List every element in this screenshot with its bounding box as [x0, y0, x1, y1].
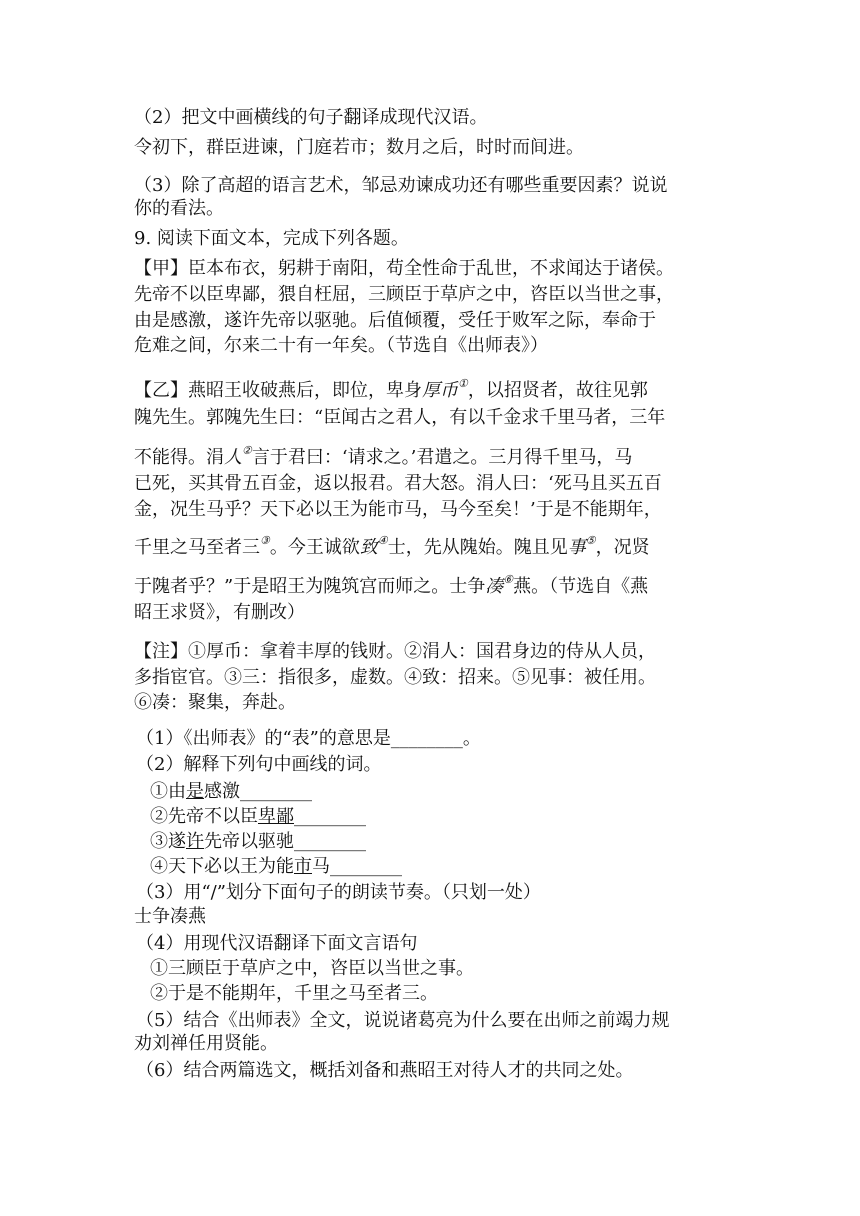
yi-text: ，况贤: [595, 537, 650, 558]
footnote-marker: ⑤: [585, 534, 596, 547]
jia-line-4: 危难之间，尔来二十有一年矣。（节选自《出师表》）: [134, 335, 548, 356]
sub-question-3: （3）用“/”划分下面句子的朗读节奏。（只划一处）: [136, 882, 541, 903]
yi-text: 燕。（节选自《燕: [513, 576, 649, 597]
sub-question-1: （1）《出师表》的“表”的意思是________。: [136, 728, 481, 749]
yi-line-6: [134, 534, 650, 559]
sub2-item-4: [150, 856, 402, 878]
sub3-sentence: 士争凑燕: [134, 906, 206, 927]
yi-text: 。今王诚欲: [269, 537, 360, 558]
annotated-word: 厚币: [422, 380, 458, 401]
annotated-word: 人: [224, 447, 242, 468]
item-text: 感激________: [204, 781, 312, 802]
note-line-1: 【注】①厚币：拿着丰厚的钱财。②涓人：国君身边的侍从人员，: [134, 641, 656, 662]
item-text: 先帝以驱驰________: [204, 831, 366, 852]
yi-text: 于隗者乎？”于是昭王为隗筑宫而师之。士争: [134, 576, 486, 597]
sub-question-5-line2: 劝刘禅任用贤能。: [134, 1033, 278, 1054]
jia-line-3: 由是感激，遂许先帝以驱驰。后值倾覆，受任于败军之际，奉命于: [134, 310, 656, 331]
yi-line-1: [134, 377, 648, 402]
sub-question-6: （6）结合两篇选文，概括刘备和燕昭王对待人才的共同之处。: [136, 1060, 634, 1081]
yi-line-8: 昭王求贤》，有删改）: [134, 602, 305, 623]
sub-question-2: （2）解释下列句中画线的词。: [136, 754, 382, 775]
q9-heading: 9. 阅读下面文本，完成下列各题。: [134, 228, 409, 249]
underlined-word: 是: [186, 781, 204, 802]
yi-text: 【乙】燕昭王收破燕后，即位，卑身: [134, 380, 422, 401]
item-text: ________: [294, 806, 366, 827]
item-text: ④天下必以王为能: [150, 856, 294, 877]
sub2-item-3: [150, 831, 366, 853]
sub4-item-1: ①三顾臣于草庐之中，咨臣以当世之事。: [150, 958, 474, 979]
annotated-word: 凑: [485, 576, 504, 597]
q8-sub2-sentence: 令初下，群臣进谏，门庭若市；数月之后，时时而间进。: [134, 137, 584, 158]
item-text: 马________: [312, 856, 402, 877]
sub-question-5-line1: （5）结合《出师表》全文，说说诸葛亮为什么要在出师之前竭力规: [136, 1010, 670, 1031]
yi-text: ，以招贤者，故往见郭: [467, 380, 648, 401]
yi-text: 千里之马至者三: [134, 537, 260, 558]
yi-line-5: 金，况生马乎？天下必以王为能市马，马今至矣！’于是不能期年，: [134, 499, 662, 520]
sub4-item-2: ②于是不能期年，千里之马至者三。: [150, 983, 438, 1004]
yi-line-7: [134, 573, 649, 598]
sub2-item-1: [150, 781, 312, 803]
jia-line-2: 先帝不以臣卑鄙，猥自枉屈，三顾臣于草庐之中，咨臣以当世之事，: [134, 284, 674, 305]
note-line-2: 多指宦官。③三：指很多，虚数。④致：招来。⑤见事：被任用。: [134, 667, 656, 688]
note-line-3: ⑥凑：聚集，奔赴。: [134, 692, 296, 713]
sub2-item-2: [150, 806, 366, 828]
footnote-marker: ③: [260, 534, 270, 547]
item-text: ①由: [150, 781, 186, 802]
sub-question-4: （4）用现代汉语翻译下面文言语句: [136, 933, 418, 954]
q8-sub3-line2: 你的看法。: [134, 198, 224, 219]
item-text: ③遂: [150, 831, 186, 852]
yi-line-4: 已死，买其骨五百金，返以报君。君大怒。涓人曰：‘死马且买五百: [134, 473, 662, 494]
q8-sub3-line1: （3）除了高超的语言艺术，邹忌劝谏成功还有哪些重要因素？说说: [134, 175, 668, 196]
yi-line-2: 隗先生。郭隗先生曰：“臣闻古之君人，有以千金求千里马者，三年: [134, 407, 666, 428]
q8-sub2-stem: （2）把文中画横线的句子翻译成现代汉语。: [134, 107, 488, 128]
item-text: ②先帝不以臣: [150, 806, 258, 827]
underlined-word: 卑鄙: [258, 806, 294, 827]
underlined-word: 许: [186, 831, 204, 852]
footnote-marker: ②: [242, 444, 252, 457]
jia-line-1: 【甲】臣本布衣，躬耕于南阳，苟全性命于乱世，不求闻达于诸侯。: [134, 258, 674, 279]
underlined-word: 市: [294, 856, 312, 877]
yi-line-3: [134, 444, 633, 469]
footnote-marker: ⑥: [503, 573, 514, 586]
annotated-word: 致: [359, 537, 378, 558]
annotated-word: 事: [567, 537, 586, 558]
yi-text: 士，先从隗始。隗且见: [387, 537, 568, 558]
yi-text: 不能得。涓: [134, 447, 224, 468]
footnote-marker: ①: [458, 377, 468, 390]
footnote-marker: ④: [377, 534, 388, 547]
yi-text: 言于君曰：‘请求之。’君遣之。三月得千里马，马: [251, 447, 633, 468]
